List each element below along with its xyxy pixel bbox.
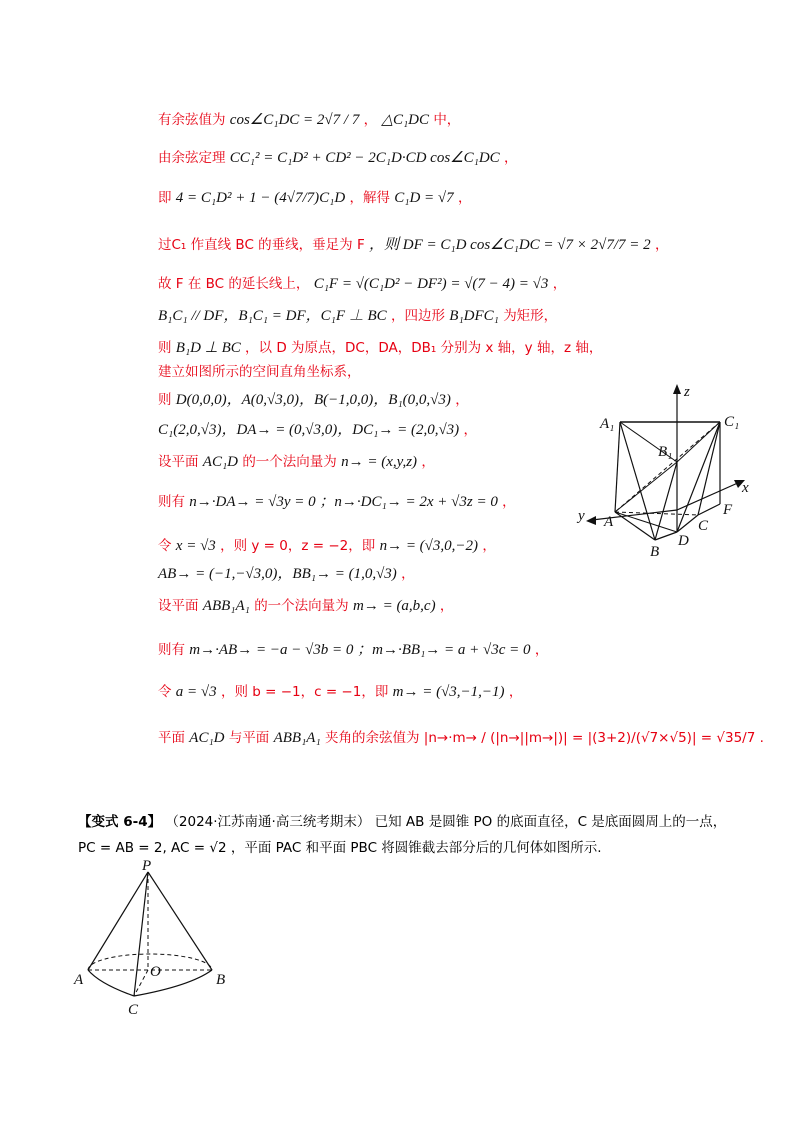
- text: 则有: [158, 642, 185, 658]
- solution-line-7: [158, 338, 602, 358]
- solution-line-13: [158, 536, 496, 556]
- text: 为矩形，: [503, 308, 558, 324]
- formula: B₁DFC₁: [449, 308, 499, 324]
- solution-line-6: [158, 306, 557, 326]
- label-x: x: [742, 480, 749, 496]
- formula: m→ = (a,b,c): [352, 598, 436, 614]
- text: 即: [158, 190, 172, 206]
- text: ，: [534, 642, 549, 658]
- formula: ABB₁A₁: [273, 730, 321, 746]
- label-O: O: [150, 964, 161, 980]
- text: 设平面: [158, 454, 199, 470]
- text: ，: [457, 190, 472, 206]
- label-y: y: [578, 508, 585, 524]
- text: 设平面: [158, 598, 199, 614]
- formula: C₁D = √7: [394, 190, 454, 206]
- solution-line-14: [158, 564, 415, 584]
- text: ，: [502, 494, 516, 510]
- label-D: D: [678, 533, 689, 549]
- text: ，: [363, 112, 378, 128]
- text: 的一个法向量为: [242, 454, 337, 470]
- solution-line-12: [158, 492, 516, 512]
- solution-line-9: [158, 390, 469, 410]
- label-C: C: [698, 518, 709, 534]
- text: 平面: [158, 730, 185, 746]
- formula: B₁C₁ // DF，B₁C₁ = DF，C₁F ⊥ BC: [158, 308, 387, 324]
- text: 有余弦值为: [158, 112, 226, 128]
- edge-BD: [655, 532, 677, 540]
- solution-line-11: [158, 452, 435, 472]
- figure-cone: [70, 860, 240, 1020]
- label-B1: B₁: [658, 444, 673, 460]
- base-front-arc: [88, 970, 134, 996]
- edge-CF: [698, 504, 720, 515]
- formula: ABB₁A₁: [202, 598, 250, 614]
- formula: D(0,0,0)，A(0,√3,0)，B(−1,0,0)，B₁(0,0,√3): [175, 392, 451, 408]
- text: 故 F 在 BC 的延长线上，: [158, 276, 310, 292]
- solution-line-2: [158, 148, 517, 168]
- formula: C₁F = √(C₁D² − DF²) = √(7 − 4) = √3: [313, 276, 549, 292]
- edge-C1D: [677, 422, 720, 532]
- base-front-arc-right: [134, 970, 212, 996]
- text: 中，: [433, 112, 461, 128]
- formula: AC₁D: [189, 730, 225, 746]
- solution-line-16: [158, 640, 548, 660]
- formula: cos∠C₁DC = 2√7 / 7: [229, 112, 360, 128]
- label-A1: A₁: [600, 416, 615, 432]
- text: ，: [654, 237, 669, 253]
- formula: △C₁DC: [381, 112, 430, 128]
- text: ，: [439, 598, 454, 614]
- text: 的一个法向量为: [254, 598, 349, 614]
- formula: a = √3: [175, 684, 217, 700]
- solution-line-5: [158, 274, 566, 294]
- formula: CC₁² = C₁D² + CD² − 2C₁D·CD cos∠C₁DC: [229, 150, 500, 166]
- label-z: z: [684, 384, 690, 400]
- edge-A1B: [620, 422, 655, 540]
- problem-text: PC = AB = 2, AC = √2 ，平面 PAC 和平面 PBC 将圆锥截去部分后的几何体如图所示.: [78, 840, 602, 856]
- formula: AB→ = (−1,−√3,0)，BB₁→ = (1,0,√3): [158, 566, 397, 582]
- label-F: F: [723, 502, 733, 518]
- formula: m→·AB→ = −a − √3b = 0 ；m→·BB₁→ = a + √3c = 0: [189, 642, 531, 658]
- solution-line-17: [158, 682, 522, 702]
- edge-PB: [148, 872, 212, 970]
- z-arrow-icon: [673, 384, 681, 394]
- text: ，: [421, 454, 435, 470]
- text: ，则 y = 0，z = −2，即: [220, 538, 376, 554]
- solution-line-1: [158, 110, 460, 130]
- text: 夹角的余弦值为 |n→·m→ / (|n→||m→|)| = |(3+2)/(√7×√5)| = √35/7 .: [325, 730, 764, 746]
- text: 令: [158, 684, 172, 700]
- text: ，: [508, 684, 523, 700]
- formula: x = √3: [175, 538, 216, 554]
- text: 则有: [158, 494, 185, 510]
- text: 由余弦定理: [158, 150, 226, 166]
- text: 令: [158, 538, 172, 554]
- solution-line-3: [158, 188, 471, 208]
- text: ，: [455, 392, 469, 408]
- label-B: B: [216, 972, 226, 988]
- text: ，以 D 为原点，DC，DA，DB₁ 分别为 x 轴，y 轴，z 轴，: [245, 340, 603, 356]
- formula: n→ = (√3,0,−2): [379, 538, 479, 554]
- formula: ，则 DF = C₁D cos∠C₁DC = √7 × 2√7/7 = 2: [369, 237, 651, 253]
- label-B: B: [650, 544, 660, 560]
- problem-line-2: [78, 838, 602, 858]
- figure-prism-axes: [570, 382, 760, 562]
- text: ，: [401, 566, 415, 582]
- text: ，四边形: [391, 308, 445, 324]
- text: 则: [158, 392, 172, 408]
- text: 与平面: [228, 730, 270, 746]
- text: ，解得: [349, 190, 390, 206]
- text: ，: [482, 538, 496, 554]
- edge-AD: [615, 512, 677, 532]
- edge-AB: [615, 512, 655, 540]
- text: ，则 b = −1，c = −1，即: [220, 684, 389, 700]
- text: ，: [503, 150, 518, 166]
- problem-line-1: [78, 812, 726, 832]
- solution-line-10: [158, 420, 477, 440]
- label-A: A: [74, 972, 84, 988]
- label-P: P: [142, 860, 152, 874]
- text: 建立如图所示的空间直角坐标系，: [158, 364, 361, 380]
- formula: B₁D ⊥ BC: [175, 340, 241, 356]
- formula: 4 = C₁D² + 1 − (4√7/7)C₁D: [175, 190, 346, 206]
- label-C: C: [128, 1002, 139, 1018]
- edge-B1A: [615, 462, 677, 512]
- problem-source: （2024·江苏南通·高三统考期末）: [165, 814, 371, 830]
- label-C1: C₁: [724, 414, 740, 430]
- text: ，: [552, 276, 567, 292]
- problem-tag: 【变式 6-4】: [78, 814, 162, 830]
- text: 过C₁ 作直线 BC 的垂线，垂足为 F: [158, 237, 365, 253]
- solution-line-8: [158, 362, 361, 382]
- problem-text: 已知 AB 是圆锥 PO 的底面直径，C 是底面圆周上的一点，: [374, 814, 727, 830]
- y-arrow-icon: [586, 516, 596, 525]
- text: 则: [158, 340, 172, 356]
- solution-line-18: [158, 728, 764, 748]
- text: ，: [463, 422, 477, 438]
- formula: n→·DA→ = √3y = 0 ；n→·DC₁→ = 2x + √3z = 0: [189, 494, 498, 510]
- solution-line-4: [158, 235, 668, 255]
- edge-A1A: [615, 422, 620, 512]
- formula: C₁(2,0,√3)，DA→ = (0,√3,0)，DC₁→ = (2,0,√3): [158, 422, 460, 438]
- formula: m→ = (√3,−1,−1): [392, 684, 505, 700]
- solution-line-15: [158, 596, 453, 616]
- formula: AC₁D: [202, 454, 239, 470]
- label-A: A: [604, 514, 614, 530]
- formula: n→ = (x,y,z): [341, 454, 418, 470]
